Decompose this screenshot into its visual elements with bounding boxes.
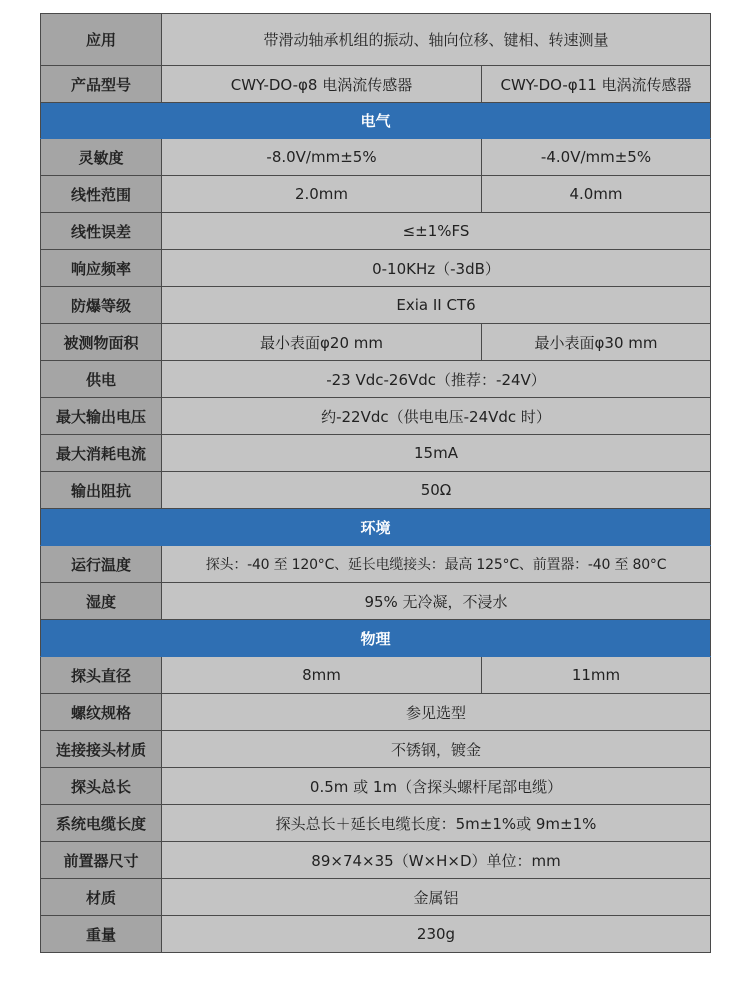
spec-row xyxy=(41,472,711,509)
spec-value: 不锈钢，镀金 xyxy=(162,731,711,768)
spec-value: 95% 无冷凝，不浸水 xyxy=(162,583,711,620)
spec-row xyxy=(41,139,711,176)
spec-value: 230g xyxy=(162,916,711,953)
section-title: 电气 xyxy=(41,103,711,139)
spec-value: 约-22Vdc（供电电压-24Vdc 时） xyxy=(162,398,711,435)
spec-label: 灵敏度 xyxy=(41,139,162,176)
spec-value: 0.5m 或 1m（含探头螺杆尾部电缆） xyxy=(162,768,711,805)
spec-row xyxy=(41,694,711,731)
spec-row xyxy=(41,213,711,250)
spec-label: 最大输出电压 xyxy=(41,398,162,435)
section-header-row xyxy=(41,103,711,139)
spec-value: 4.0mm xyxy=(482,176,711,213)
spec-label: 探头总长 xyxy=(41,768,162,805)
spec-row xyxy=(41,805,711,842)
spec-value: 2.0mm xyxy=(162,176,482,213)
section-header-row xyxy=(41,620,711,657)
spec-label: 线性范围 xyxy=(41,176,162,213)
spec-value: 参见选型 xyxy=(162,694,711,731)
spec-row xyxy=(41,879,711,916)
spec-row xyxy=(41,842,711,879)
spec-value: -8.0V/mm±5% xyxy=(162,139,482,176)
spec-label: 系统电缆长度 xyxy=(41,805,162,842)
spec-label: 线性误差 xyxy=(41,213,162,250)
spec-value: 11mm xyxy=(482,657,711,694)
spec-row xyxy=(41,324,711,361)
spec-table xyxy=(40,13,711,953)
spec-row xyxy=(41,14,711,66)
spec-row xyxy=(41,176,711,213)
spec-row xyxy=(41,287,711,324)
spec-label: 产品型号 xyxy=(41,66,162,103)
spec-label: 供电 xyxy=(41,361,162,398)
spec-label: 连接接头材质 xyxy=(41,731,162,768)
spec-label: 输出阻抗 xyxy=(41,472,162,509)
spec-label: 响应频率 xyxy=(41,250,162,287)
section-header-row xyxy=(41,509,711,546)
spec-label: 前置器尺寸 xyxy=(41,842,162,879)
spec-value: -4.0V/mm±5% xyxy=(482,139,711,176)
spec-row xyxy=(41,66,711,103)
spec-row xyxy=(41,768,711,805)
spec-value: 最小表面φ30 mm xyxy=(482,324,711,361)
spec-label: 应用 xyxy=(41,14,162,66)
spec-value: 50Ω xyxy=(162,472,711,509)
spec-value: 探头：-40 至 120°C、延长电缆接头：最高 125°C、前置器：-40 至 80°C xyxy=(162,546,711,583)
section-title: 物理 xyxy=(41,620,711,657)
spec-row xyxy=(41,250,711,287)
spec-value: 15mA xyxy=(162,435,711,472)
spec-label: 被测物面积 xyxy=(41,324,162,361)
spec-value: Exia II CT6 xyxy=(162,287,711,324)
spec-row xyxy=(41,731,711,768)
spec-value: CWY-DO-φ8 电涡流传感器 xyxy=(162,66,482,103)
spec-row xyxy=(41,916,711,953)
section-title: 环境 xyxy=(41,509,711,546)
spec-label: 重量 xyxy=(41,916,162,953)
spec-value: 8mm xyxy=(162,657,482,694)
spec-value: CWY-DO-φ11 电涡流传感器 xyxy=(482,66,711,103)
spec-row xyxy=(41,546,711,583)
spec-row xyxy=(41,361,711,398)
spec-label: 螺纹规格 xyxy=(41,694,162,731)
spec-label: 材质 xyxy=(41,879,162,916)
spec-row xyxy=(41,657,711,694)
spec-label: 湿度 xyxy=(41,583,162,620)
spec-value: 0-10KHz（-3dB） xyxy=(162,250,711,287)
spec-label: 探头直径 xyxy=(41,657,162,694)
spec-value: -23 Vdc-26Vdc（推荐：-24V） xyxy=(162,361,711,398)
spec-row xyxy=(41,435,711,472)
spec-row xyxy=(41,398,711,435)
spec-value: ≤±1%FS xyxy=(162,213,711,250)
spec-label: 最大消耗电流 xyxy=(41,435,162,472)
spec-value: 最小表面φ20 mm xyxy=(162,324,482,361)
spec-value: 89×74×35（W×H×D）单位：mm xyxy=(162,842,711,879)
spec-value: 带滑动轴承机组的振动、轴向位移、键相、转速测量 xyxy=(162,14,711,66)
spec-row xyxy=(41,583,711,620)
spec-label: 运行温度 xyxy=(41,546,162,583)
spec-value: 探头总长＋延长电缆长度：5m±1%或 9m±1% xyxy=(162,805,711,842)
spec-label: 防爆等级 xyxy=(41,287,162,324)
spec-value: 金属铝 xyxy=(162,879,711,916)
